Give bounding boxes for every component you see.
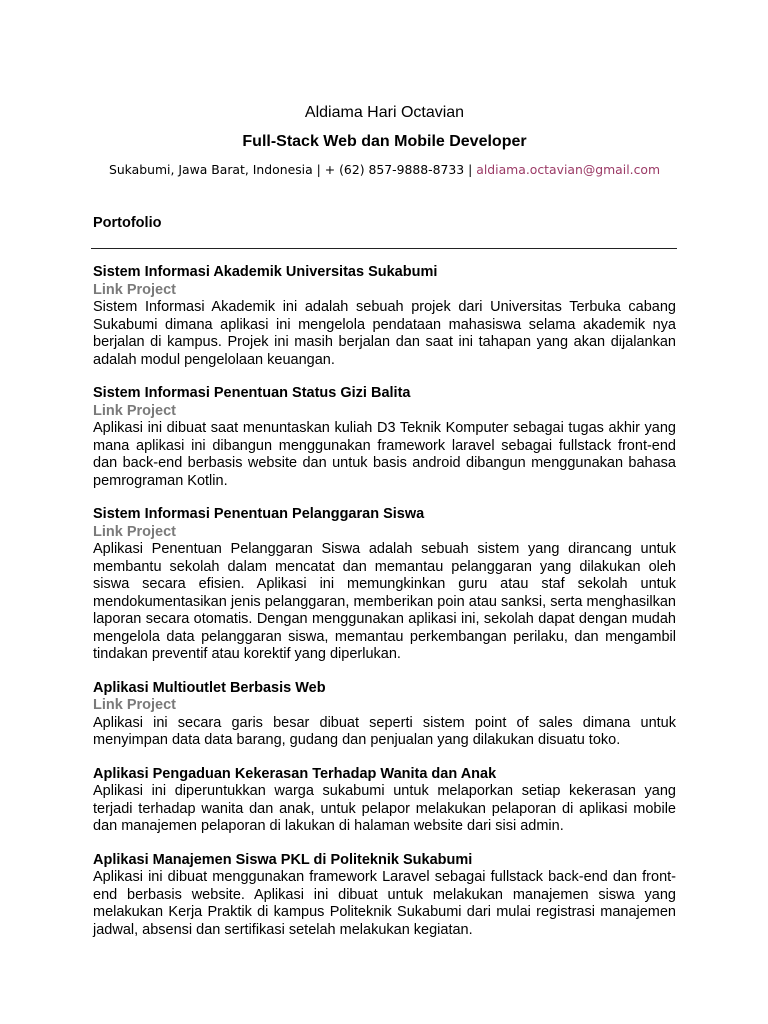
contact-line	[93, 160, 676, 180]
candidate-name: Aldiama Hari Octavian	[304, 104, 465, 121]
project-item	[93, 852, 676, 940]
project-description: Aplikasi ini diperuntukkan warga sukabumi untuk melaporkan setiap kekerasan yang terjadi terhadap wanita dan anak, untuk pelapor melakukan pelaporan di aplikasi mobile dan manajemen pelaporan di lakukan di halaman website dari sisi admin.	[93, 783, 676, 834]
project-description: Sistem Informasi Akademik ini adalah sebuah projek dari Universitas Terbuka cabang Sukabumi dimana aplikasi ini mengelola pendataan mahasiswa selama akademik nya berjalan di kampus. Projek ini masih berjalan dan saat ini tahapan yang akan dijalankan adalah modul pengelolaan keuangan.	[93, 299, 676, 368]
contact-separator: |	[316, 162, 321, 177]
contact-separator: |	[468, 162, 473, 177]
project-link[interactable]: Link Project	[93, 523, 176, 540]
project-title: Sistem Informasi Akademik Universitas Sukabumi	[93, 264, 438, 280]
project-title: Aplikasi Manajemen Siswa PKL di Politeknik Sukabumi	[93, 851, 473, 868]
project-title: Aplikasi Multioutlet Berbasis Web	[93, 679, 326, 696]
contact-email[interactable]: aldiama.octavian@gmail.com	[476, 162, 661, 177]
project-title: Sistem Informasi Penentuan Status Gizi Balita	[93, 385, 411, 401]
contact-phone: + (62) 857-9888-8733	[324, 162, 465, 177]
project-link[interactable]: Link Project	[93, 697, 176, 713]
project-description: Aplikasi ini secara garis besar dibuat seperti sistem point of sales dimana untuk menyimpan data data barang, gudang dan penjualan yang dilakukan disuatu toko.	[93, 714, 676, 748]
project-title: Aplikasi Pengaduan Kekerasan Terhadap Wanita dan Anak	[93, 765, 497, 782]
contact-location: Sukabumi, Jawa Barat, Indonesia	[108, 162, 313, 177]
candidate-role: Full-Stack Web dan Mobile Developer	[242, 133, 527, 150]
project-description: Aplikasi Penentuan Pelanggaran Siswa adalah sebuah sistem yang dirancang untuk membantu sekolah dalam mencatat dan memantau pelanggaran yang dilakukan oleh siswa secara efisien. Aplikasi ini memungkinkan guru atau staf sekolah untuk mendokumentasikan jenis pelanggaran, memberikan poin atau sanksi, serta menghasilkan laporan secara otomatis. Dengan menggunakan aplikasi ini, sekolah dapat dengan mudah mengelola data pelanggaran siswa, memantau perkembangan perilaku, dan mengambil tindakan preventif atau korektif yang diperlukan.	[93, 541, 676, 662]
project-link[interactable]: Link Project	[93, 402, 176, 419]
project-item	[93, 506, 676, 664]
project-title: Sistem Informasi Penentuan Pelanggaran Siswa	[93, 506, 425, 522]
section-title-portofolio: Portofolio	[93, 215, 162, 231]
section-divider	[91, 248, 677, 249]
project-description: Aplikasi ini dibuat menggunakan framework Laravel sebagai fullstack back-end dan front-end berbasis website. Aplikasi ini dibuat untuk melakukan manajemen siswa yang melakukan Kerja Praktik di kampus Politeknik Sukabumi dari mulai registrasi manajemen jadwal, absensi dan sertifikasi setelah melakukan kegiatan.	[93, 869, 676, 938]
project-link[interactable]: Link Project	[93, 281, 176, 298]
project-item	[93, 766, 676, 836]
project-item	[93, 680, 676, 750]
project-item	[93, 385, 676, 490]
project-description: Aplikasi ini dibuat saat menuntaskan kuliah D3 Teknik Komputer sebagai tugas akhir yang mana aplikasi ini dibangun menggunakan framework laravel sebagai fullstack front-end dan back-end berbasis website dan untuk basis android dibangun menggunakan bahasa pemrograman Kotlin.	[93, 420, 676, 489]
project-list	[93, 264, 676, 955]
project-item	[93, 264, 676, 369]
